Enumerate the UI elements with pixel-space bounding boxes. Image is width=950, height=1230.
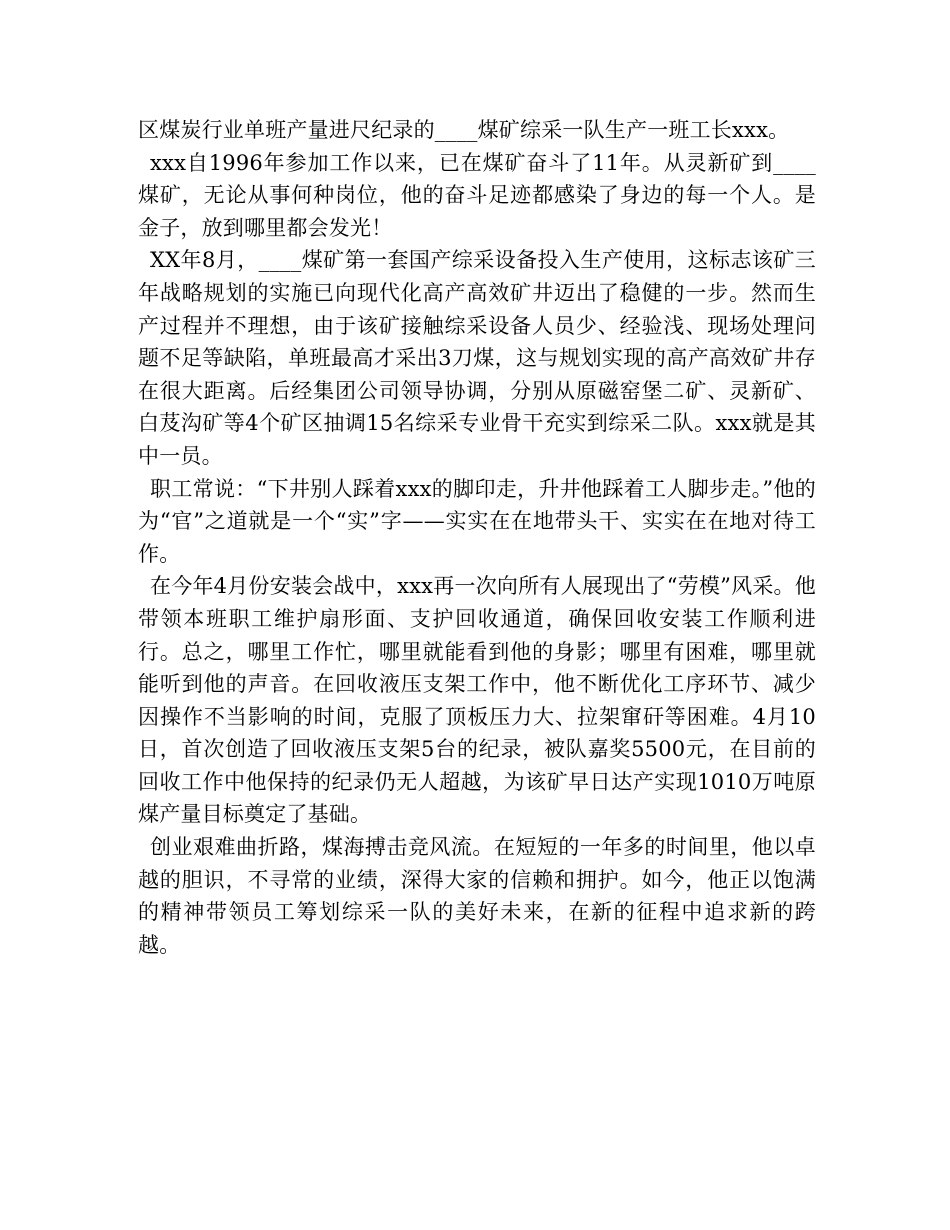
paragraph-3: XX年8月，____煤矿第一套国产综采设备投入生产使用，这标志该矿三年战略规划的实施已向现代化高产高效矿井迈出了稳健的一步。然而生产过程并不理想，由于该矿接触综采设备人员少、经验浅、现场处理问题不足等缺陷，单班最高才采出3刀煤，这与规划实现的高产高效矿井存在很大距离。后经集团公司领导协调，分别从原磁窑堡二矿、灵新矿、白芨沟矿等4个矿区抽调15名综采专业骨干充实到综采二队。xxx就是其中一员。 bbox=[138, 248, 816, 468]
paragraph-4: 职工常说：“下井别人踩着xxx的脚印走，升井他踩着工人脚步走。”他的为“官”之道就是一个“实”字——实实在在地带头干、实实在在地对待工作。 bbox=[138, 476, 816, 566]
document-body bbox=[138, 114, 816, 961]
paragraph-1: 区煤炭行业单班产量进尺纪录的____煤矿综采一队生产一班工长xxx。 bbox=[138, 118, 790, 142]
paragraph-5: 在今年4月份安装会战中，xxx再一次向所有人展现出了“劳模”风采。他带领本班职工维护扇形面、支护回收通道，确保回收安装工作顺利进行。总之，哪里工作忙，哪里就能看到他的身影；哪里有困难，哪里就能听到他的声音。在回收液压支架工作中，他不断优化工序环节、减少因操作不当影响的时间，克服了顶板压力大、拉架窜矸等困难。4月10日，首次创造了回收液压支架5台的纪录，被队嘉奖5500元，在目前的回收工作中他保持的纪录仍无人超越，为该矿早日达产实现1010万吨原煤产量目标奠定了基础。 bbox=[138, 574, 816, 827]
paragraph-6: 创业艰难曲折路，煤海搏击竞风流。在短短的一年多的时间里，他以卓越的胆识，不寻常的业绩，深得大家的信赖和拥护。如今，他正以饱满的精神带领员工筹划综采一队的美好未来，在新的征程中追求新的跨越。 bbox=[138, 835, 816, 957]
paragraph-2: xxx自1996年参加工作以来，已在煤矿奋斗了11年。从灵新矿到____煤矿，无论从事何种岗位，他的奋斗足迹都感染了身边的每一个人。是金子，放到哪里都会发光！ bbox=[138, 150, 816, 240]
